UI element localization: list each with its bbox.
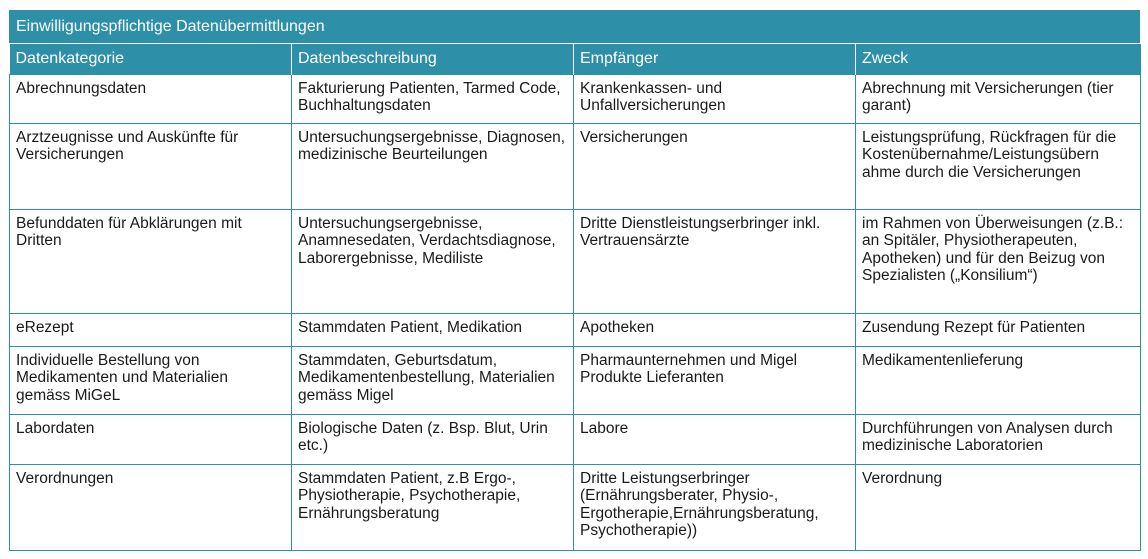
table-row: [10, 74, 1141, 123]
cell-datenkategorie: Befunddaten für Abklärungen mit Dritten: [10, 209, 292, 313]
cell-empfaenger: Labore: [574, 414, 856, 464]
cell-empfaenger: Krankenkassen- und Unfallversicherungen: [574, 74, 856, 123]
cell-datenbeschreibung: Stammdaten Patient, z.B Ergo-, Physiotherapie, Psychotherapie, Ernährungsberatung: [292, 464, 574, 550]
cell-zweck: Zusendung Rezept für Patienten: [856, 313, 1141, 346]
table-row: [10, 313, 1141, 346]
table-row: [10, 414, 1141, 464]
table-row: [10, 209, 1141, 313]
cell-datenbeschreibung: Stammdaten Patient, Medikation: [292, 313, 574, 346]
cell-datenkategorie: Verordnungen: [10, 464, 292, 550]
cell-empfaenger: Dritte Leistungserbringer (Ernährungsberater, Physio-, Ergotherapie,Ernährungsberatung, Psychotherapie)): [574, 464, 856, 550]
consent-table-container: [9, 10, 1140, 551]
cell-empfaenger: Dritte Dienstleistungserbringer inkl. Vertrauensärzte: [574, 209, 856, 313]
cell-zweck: Medikamentenlieferung: [856, 346, 1141, 414]
cell-datenkategorie: eRezept: [10, 313, 292, 346]
cell-datenbeschreibung: Biologische Daten (z. Bsp. Blut, Urin etc.): [292, 414, 574, 464]
column-header-empfaenger: Empfänger: [574, 44, 856, 74]
cell-datenkategorie: Arztzeugnisse und Auskünfte für Versicherungen: [10, 123, 292, 209]
cell-datenbeschreibung: Fakturierung Patienten, Tarmed Code, Buchhaltungsdaten: [292, 74, 574, 123]
cell-datenkategorie: Labordaten: [10, 414, 292, 464]
cell-empfaenger: Pharmaunternehmen und Migel Produkte Lieferanten: [574, 346, 856, 414]
cell-zweck: Abrechnung mit Versicherungen (tier garant): [856, 74, 1141, 123]
column-header-datenkategorie: Datenkategorie: [10, 44, 292, 74]
column-header-datenbeschreibung: Datenbeschreibung: [292, 44, 574, 74]
cell-datenbeschreibung: Untersuchungsergebnisse, Diagnosen, medizinische Beurteilungen: [292, 123, 574, 209]
table-row: [10, 346, 1141, 414]
cell-empfaenger: Versicherungen: [574, 123, 856, 209]
cell-zweck: Durchführungen von Analysen durch medizinische Laboratorien: [856, 414, 1141, 464]
data-transfer-table: [9, 44, 1141, 551]
cell-datenkategorie: Abrechnungsdaten: [10, 74, 292, 123]
table-row: [10, 464, 1141, 550]
cell-datenbeschreibung: Untersuchungsergebnisse, Anamnesedaten, Verdachtsdiagnose, Laborergebnisse, Mediliste: [292, 209, 574, 313]
cell-datenbeschreibung: Stammdaten, Geburtsdatum, Medikamentenbestellung, Materialien gemäss Migel: [292, 346, 574, 414]
header-row: [10, 44, 1141, 74]
cell-empfaenger: Apotheken: [574, 313, 856, 346]
cell-zweck: im Rahmen von Überweisungen (z.B.: an Spitäler, Physiotherapeuten, Apotheken) und für den Beizug von Spezialisten („Konsilium“): [856, 209, 1141, 313]
table-row: [10, 123, 1141, 209]
column-header-zweck: Zweck: [856, 44, 1141, 74]
table-title: Einwilligungspflichtige Datenübermittlungen: [9, 10, 1140, 44]
cell-zweck: Verordnung: [856, 464, 1141, 550]
cell-zweck: Leistungsprüfung, Rückfragen für die Kostenübernahme/Leistungsübern ahme durch die Versicherungen: [856, 123, 1141, 209]
cell-datenkategorie: Individuelle Bestellung von Medikamenten und Materialien gemäss MiGeL: [10, 346, 292, 414]
